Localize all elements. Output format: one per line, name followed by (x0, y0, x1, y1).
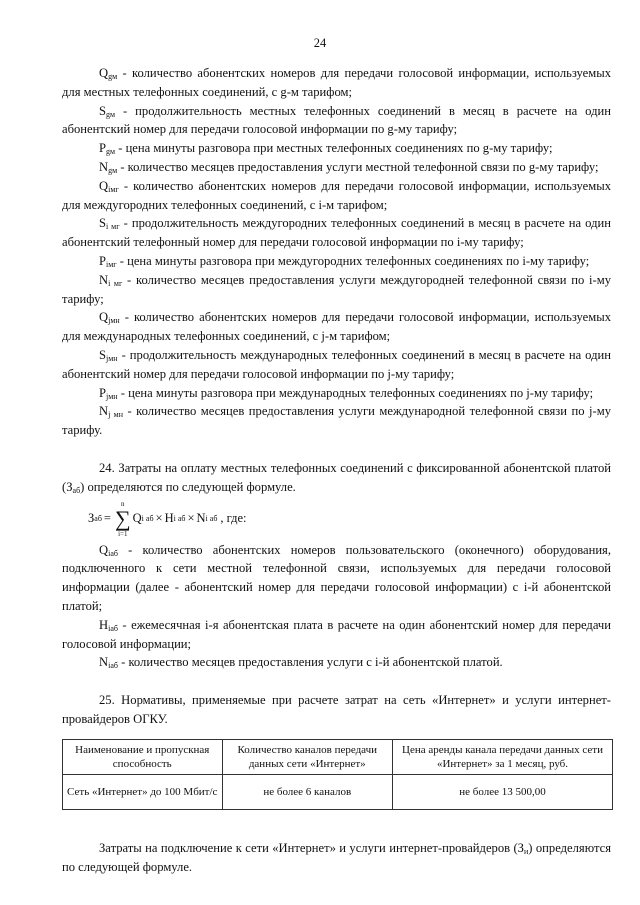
definition-paragraph: $N_{j мн}$ - количество месяцев предоставления услуги международной телефонной связи по j-му тарифу. (62, 404, 611, 438)
definition-paragraph: $Q_{iмг}$ - количество абонентских номеров для передачи голосовой информации, используемых для междугородних телефонных соединений, с i-м тарифом; (62, 178, 611, 212)
sum-lower-limit: i=1 (118, 529, 128, 538)
table-header-cell: Цена аренды канала передачи данных сети «Интернет» за 1 месяц, руб. (393, 739, 613, 774)
definitions-list-2 (62, 541, 611, 673)
formula-subscriber-fee: З аб = n ∑ i=1 Q i аб × H i аб × N i аб , где: (88, 499, 247, 538)
formula-h: H (164, 511, 174, 526)
table-header-row (63, 739, 613, 774)
definition-paragraph: $Q_{gм}$ - количество абонентских номеров для передачи голосовой информации, используемых для местных телефонных соединений, с g-м тарифом; (62, 66, 611, 99)
final-paragraph: Затраты на подключение к сети «Интернет» и услуги интернет-провайдеров $(З_и)$ определяются по следующей формуле. (62, 840, 611, 874)
formula-q: Q (132, 511, 142, 526)
table-header-cell: Количество каналов передачи данных сети «Интернет» (222, 739, 393, 774)
page-number: 24 (313, 36, 327, 50)
definition-paragraph: $S_{i мг}$ - продолжительность междугородних телефонных соединений в месяц в расчете на один абонентский телефонный номер для передачи голосовой информации по i-му тарифу; (62, 216, 611, 250)
definition-paragraph: $P_{jмн}$ - цена минуты разговора при международных телефонных соединениях по j-му тарифу; (99, 385, 594, 401)
table-cell: Сеть «Интернет» до 100 Мбит/с (63, 774, 223, 809)
definition-paragraph: $P_{gм}$ - цена минуты разговора при местных телефонных соединениях по g-му тарифу; (99, 141, 553, 157)
definition-paragraph: $Q_{iаб}$ - количество абонентских номеров пользовательского (оконечного) оборудования, подключенного к сети местной телефонной связи, используемых для передачи голосовой информации (далее - абонентский номер для передачи голосовой информации) с i-й абонентской платой; (62, 542, 611, 613)
sum-upper-limit: n (121, 499, 125, 508)
formula-equals: = (103, 511, 111, 526)
section-25-heading: 25. Нормативы, применяемые при расчете затрат на сеть «Интернет» и услуги интернет-провайдеров ОГКУ. (62, 693, 611, 726)
document-body (62, 64, 611, 876)
table-cell: не более 6 каналов (222, 774, 393, 809)
sigma-symbol: ∑ (114, 505, 131, 531)
section-24-heading: 24. Затраты на оплату местных телефонных соединений с фиксированной абонентской платой $(З_{аб})$ определяются по следующей формуле. (62, 460, 611, 495)
definition-paragraph: $H_{iаб}$ - ежемесячная i-я абонентская плата в расчете на один абонентский номер для передачи голосовой информации; (62, 617, 611, 651)
table-header-cell: Наименование и пропускная способность (63, 739, 223, 774)
definition-paragraph: $Q_{jмн}$ - количество абонентских номеров для передачи голосовой информации, используемых для международных телефонных соединений, с j-м тарифом; (62, 310, 611, 344)
definition-paragraph: $N_{gм}$ - количество месяцев предоставления услуги местной телефонной связи по g-му тарифу; (99, 159, 599, 175)
table-cell: не более 13 500,00 (393, 774, 613, 809)
times-operator: × (187, 511, 195, 526)
definition-paragraph: $S_{jмн}$ - продолжительность международных телефонных соединений в месяц в расчете на один абонентский номер для передачи голосовой информации по j-му тарифу; (62, 347, 611, 381)
definitions-list-1 (62, 64, 611, 440)
sum-operator (115, 500, 131, 538)
definition-paragraph: $P_{iмг}$ - цена минуты разговора при междугородних телефонных соединениях по i-му тарифу; (99, 253, 590, 269)
definition-paragraph: $N_{iаб}$ - количество месяцев предоставления услуги с i-й абонентской платой. (99, 655, 503, 671)
times-operator: × (155, 511, 163, 526)
definition-paragraph: $S_{gм}$ - продолжительность местных телефонных соединений в месяц в расчете на один абонентский номер для передачи голосовой информации по g-му тарифу; (62, 103, 611, 137)
definition-paragraph: $N_{i мг}$ - количество месяцев предоставления услуги междугородней телефонной связи по i-му тарифу; (62, 272, 611, 306)
internet-norms-table (62, 739, 613, 810)
formula-n: N (196, 511, 206, 526)
formula-tail: , где: (220, 511, 247, 526)
table-row (63, 774, 613, 809)
formula-lhs: З (88, 511, 95, 526)
